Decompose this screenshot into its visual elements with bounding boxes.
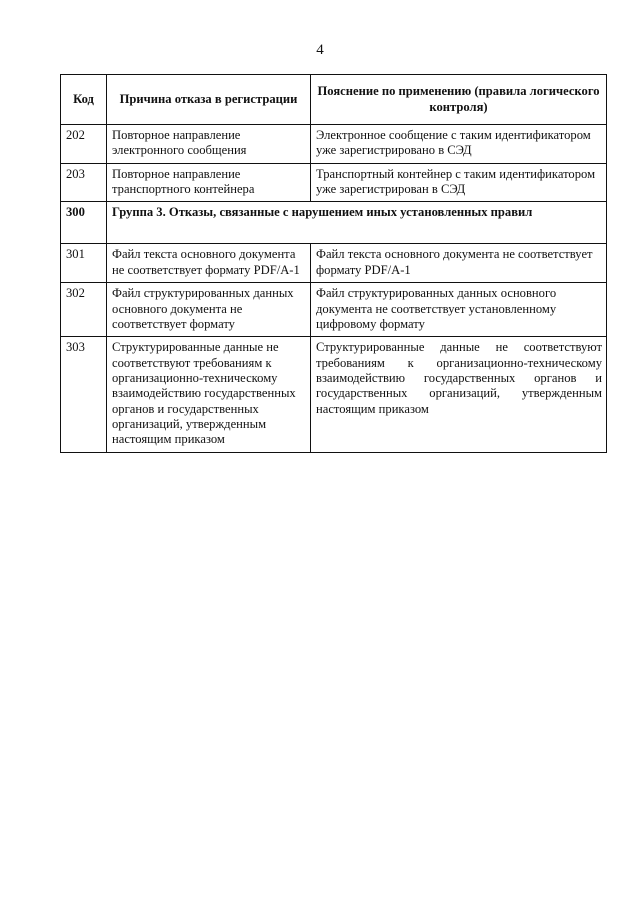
row-explanation: Структурированные данные не соответствуют требованиям к организационно-техническому взаимодействию государственных органов и государственных организаций, утвержденным настоящим приказом (311, 337, 607, 453)
table-row (61, 125, 607, 164)
row-code: 301 (61, 244, 107, 283)
table-header-row (61, 75, 607, 125)
row-reason: Повторное направление электронного сообщения (107, 125, 311, 164)
header-explanation: Пояснение по применению (правила логического контроля) (311, 75, 607, 125)
row-explanation: Транспортный контейнер с таким идентификатором уже зарегистрирован в СЭД (311, 163, 607, 202)
row-explanation: Файл структурированных данных основного документа не соответствует установленному цифровому формату (311, 283, 607, 337)
table-row (61, 283, 607, 337)
row-code: 303 (61, 337, 107, 453)
row-code: 302 (61, 283, 107, 337)
refusal-codes-table (60, 74, 607, 453)
row-code: 202 (61, 125, 107, 164)
row-code: 203 (61, 163, 107, 202)
group-title: Группа 3. Отказы, связанные с нарушением иных установленных правил (107, 202, 607, 244)
row-explanation: Файл текста основного документа не соответствует формату PDF/A-1 (311, 244, 607, 283)
row-explanation: Электронное сообщение с таким идентификатором уже зарегистрировано в СЭД (311, 125, 607, 164)
row-reason: Файл текста основного документа не соответствует формату PDF/A-1 (107, 244, 311, 283)
group-code: 300 (61, 202, 107, 244)
table-row (61, 337, 607, 453)
row-reason: Структурированные данные не соответствуют требованиям к организационно-техническому взаимодействию государственных органов и государственных организаций, утвержденным настоящим приказом (107, 337, 311, 453)
table-row (61, 163, 607, 202)
group-header-row (61, 202, 607, 244)
page-number: 4 (316, 42, 324, 58)
table-row (61, 244, 607, 283)
header-code: Код (61, 75, 107, 125)
header-reason: Причина отказа в регистрации (107, 75, 311, 125)
row-reason: Файл структурированных данных основного документа не соответствует формату (107, 283, 311, 337)
row-reason: Повторное направление транспортного контейнера (107, 163, 311, 202)
